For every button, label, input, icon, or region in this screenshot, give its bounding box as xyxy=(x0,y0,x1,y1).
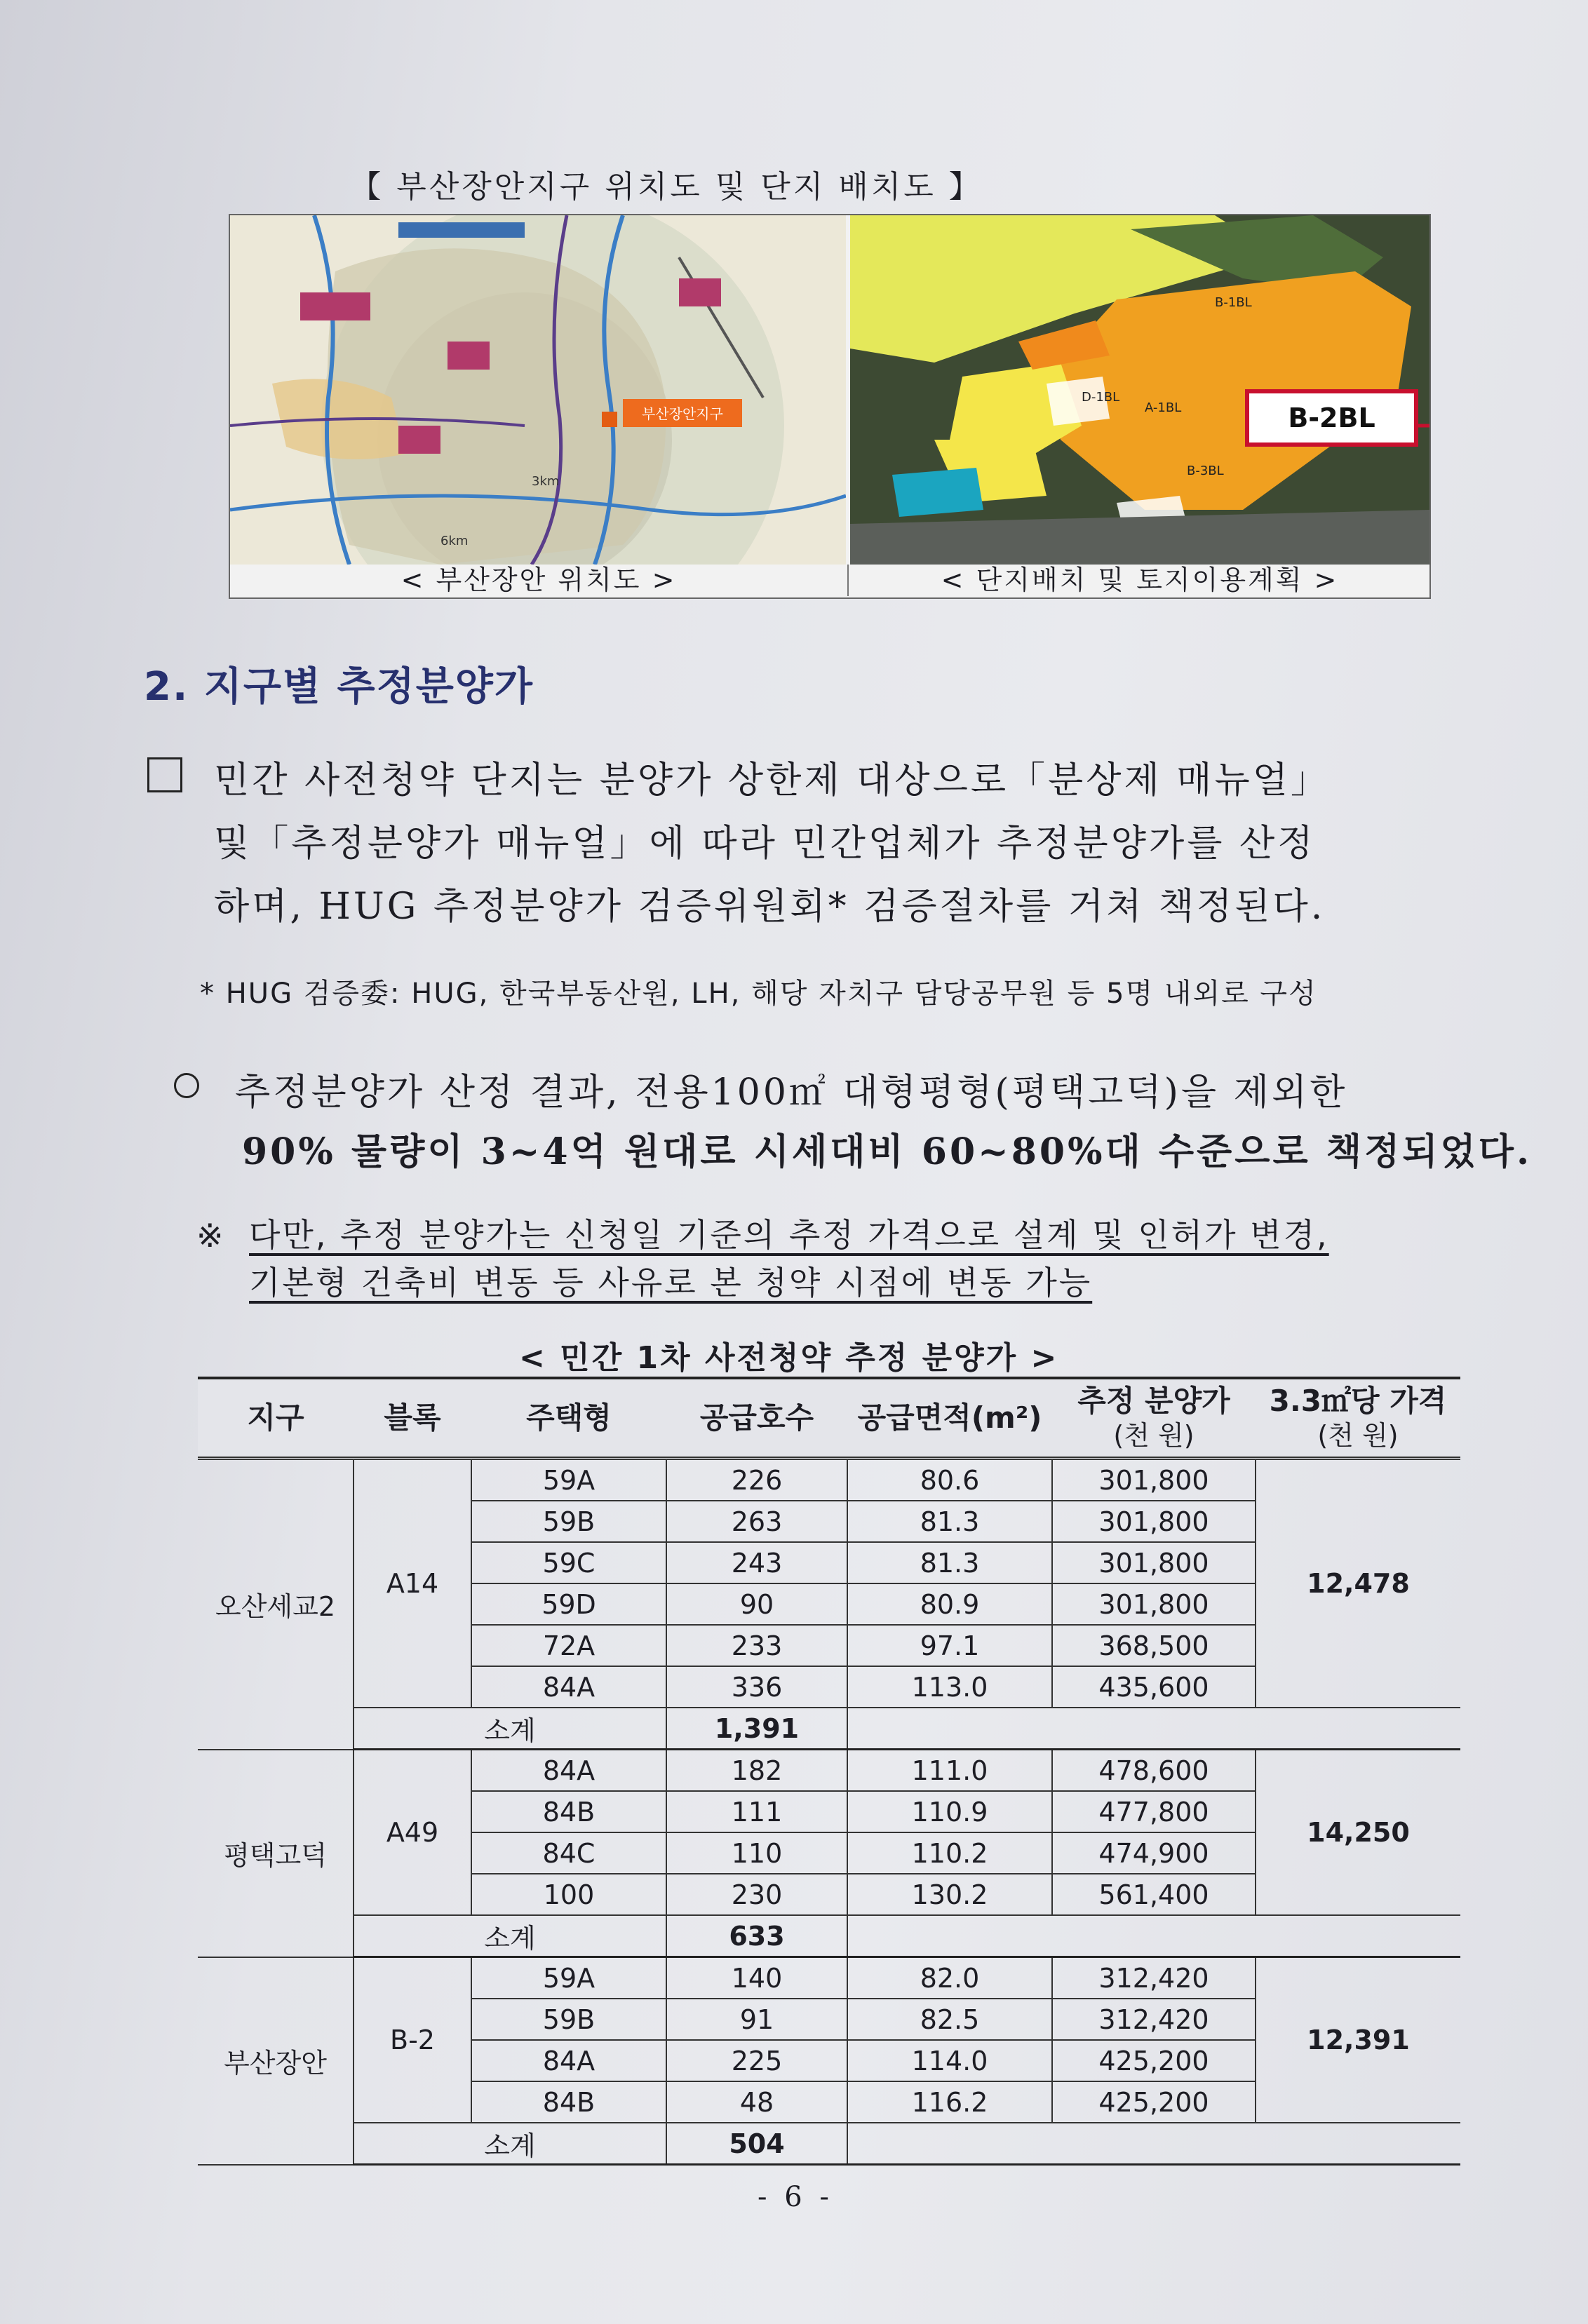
subtotal-label: 소계 xyxy=(354,1915,666,1957)
units-cell: 110 xyxy=(666,1832,847,1874)
table-header-row xyxy=(198,1378,1460,1459)
subtotal-units: 633 xyxy=(666,1915,847,1957)
subtotal-row xyxy=(198,1915,1460,1957)
area-cell: 110.2 xyxy=(847,1832,1052,1874)
units-cell: 233 xyxy=(666,1625,847,1666)
area-cell: 82.0 xyxy=(847,1957,1052,1999)
price-cell: 368,500 xyxy=(1052,1625,1256,1666)
type-cell: 84A xyxy=(471,1750,666,1792)
location-map-graphic xyxy=(230,215,846,565)
svg-text:6km: 6km xyxy=(440,534,469,548)
square-bullet-icon xyxy=(147,757,182,792)
table-title: < 민간 1차 사전청약 추정 분양가 > xyxy=(519,1340,1059,1376)
price-cell: 478,600 xyxy=(1052,1750,1256,1792)
block-cell: B-2 xyxy=(354,1957,471,2123)
area-cell: 80.6 xyxy=(847,1459,1052,1501)
header-units: 공급호수 xyxy=(666,1378,847,1459)
price-cell: 301,800 xyxy=(1052,1501,1256,1542)
price-cell: 425,200 xyxy=(1052,2040,1256,2081)
units-cell: 243 xyxy=(666,1542,847,1583)
price-cell: 301,800 xyxy=(1052,1459,1256,1501)
units-cell: 263 xyxy=(666,1501,847,1542)
paragraph-2-line-1: 추정분양가 산정 결과, 전용100㎡ 대형평형(평택고덕)을 제외한 xyxy=(235,1072,1348,1114)
table-row xyxy=(198,1750,1460,1792)
paragraph-1-line-1: 민간 사전청약 단지는 분양가 상한제 대상으로「분상제 매뉴얼」 xyxy=(214,759,1330,802)
area-cell: 116.2 xyxy=(847,2081,1052,2123)
subtotal-label: 소계 xyxy=(354,1708,666,1750)
subtotal-blank xyxy=(847,1915,1460,1957)
section-title: 2. 지구별 추정분양가 xyxy=(144,664,534,710)
type-cell: 84B xyxy=(471,1791,666,1832)
subtotal-blank xyxy=(847,1708,1460,1750)
price-cell: 425,200 xyxy=(1052,2081,1256,2123)
svg-text:3km: 3km xyxy=(532,474,560,489)
type-cell: 59D xyxy=(471,1583,666,1625)
table-row xyxy=(198,1459,1460,1501)
header-district: 지구 xyxy=(198,1378,354,1459)
table-row xyxy=(198,1957,1460,1999)
units-cell: 182 xyxy=(666,1750,847,1792)
map-site-label: 부산장안지구 xyxy=(642,405,723,422)
area-cell: 110.9 xyxy=(847,1791,1052,1832)
header-type: 주택형 xyxy=(471,1378,666,1459)
area-cell: 81.3 xyxy=(847,1542,1052,1583)
paragraph-1-line-3: 하며, HUG 추정분양가 검증위원회* 검증절차를 거쳐 책정된다. xyxy=(214,886,1326,928)
figure-caption: 【 부산장안지구 위치도 및 단지 배치도 】 xyxy=(350,169,983,205)
header-price: 추정 분양가 (천 원) xyxy=(1052,1378,1256,1459)
units-cell: 336 xyxy=(666,1666,847,1708)
type-cell: 59C xyxy=(471,1542,666,1583)
header-area: 공급면적(m²) xyxy=(847,1378,1052,1459)
subtotal-row xyxy=(198,1708,1460,1750)
ppp-cell: 12,478 xyxy=(1256,1459,1460,1708)
price-cell: 561,400 xyxy=(1052,1874,1256,1915)
area-cell: 80.9 xyxy=(847,1583,1052,1625)
type-cell: 100 xyxy=(471,1874,666,1915)
remark-line-1: 다만, 추정 분양가는 신청일 기준의 추정 가격으로 설계 및 인허가 변경, xyxy=(249,1216,1329,1254)
price-cell: 477,800 xyxy=(1052,1791,1256,1832)
block-cell: A49 xyxy=(354,1750,471,1916)
units-cell: 48 xyxy=(666,2081,847,2123)
site-plan-caption: < 단지배치 및 토지이용계획 > xyxy=(941,565,1339,595)
subtotal-row xyxy=(198,2123,1460,2165)
type-cell: 59B xyxy=(471,1501,666,1542)
area-cell: 113.0 xyxy=(847,1666,1052,1708)
price-cell: 312,420 xyxy=(1052,1957,1256,1999)
district-cell: 부산장안 xyxy=(198,1957,354,2165)
header-ppp: 3.3㎡당 가격 (천 원) xyxy=(1256,1378,1460,1459)
location-map-caption: < 부산장안 위치도 > xyxy=(230,565,849,596)
price-table xyxy=(198,1377,1460,2166)
ppp-cell: 14,250 xyxy=(1256,1750,1460,1916)
subtotal-blank xyxy=(847,2123,1460,2165)
area-cell: 81.3 xyxy=(847,1501,1052,1542)
area-cell: 111.0 xyxy=(847,1750,1052,1792)
units-cell: 225 xyxy=(666,2040,847,2081)
svg-text:D-1BL: D-1BL xyxy=(1082,390,1120,405)
area-cell: 97.1 xyxy=(847,1625,1052,1666)
ppp-cell: 12,391 xyxy=(1256,1957,1460,2123)
units-cell: 226 xyxy=(666,1459,847,1501)
page-number: - 6 - xyxy=(758,2181,833,2213)
subtotal-label: 소계 xyxy=(354,2123,666,2165)
subtotal-units: 1,391 xyxy=(666,1708,847,1750)
type-cell: 84A xyxy=(471,2040,666,2081)
svg-text:B-3BL: B-3BL xyxy=(1187,464,1224,478)
block-cell: A14 xyxy=(354,1459,471,1708)
units-cell: 91 xyxy=(666,1999,847,2040)
type-cell: 59B xyxy=(471,1999,666,2040)
price-cell: 301,800 xyxy=(1052,1542,1256,1583)
type-cell: 84C xyxy=(471,1832,666,1874)
price-cell: 301,800 xyxy=(1052,1583,1256,1625)
units-cell: 140 xyxy=(666,1957,847,1999)
price-cell: 474,900 xyxy=(1052,1832,1256,1874)
type-cell: 84B xyxy=(471,2081,666,2123)
svg-text:B-1BL: B-1BL xyxy=(1215,295,1252,310)
header-block: 블록 xyxy=(354,1378,471,1459)
location-map xyxy=(230,215,846,565)
svg-text:A-1BL: A-1BL xyxy=(1145,400,1182,415)
area-cell: 82.5 xyxy=(847,1999,1052,2040)
area-cell: 130.2 xyxy=(847,1874,1052,1915)
type-cell: 84A xyxy=(471,1666,666,1708)
type-cell: 59A xyxy=(471,1459,666,1501)
circle-bullet-icon xyxy=(174,1073,199,1098)
area-cell: 114.0 xyxy=(847,2040,1052,2081)
district-cell: 평택고덕 xyxy=(198,1750,354,1957)
subtotal-units: 504 xyxy=(666,2123,847,2165)
paragraph-2-line-2: 90% 물량이 3~4억 원대로 시세대비 60~80%대 수준으로 책정되었다. xyxy=(242,1130,1533,1173)
price-cell: 435,600 xyxy=(1052,1666,1256,1708)
type-cell: 72A xyxy=(471,1625,666,1666)
price-cell: 312,420 xyxy=(1052,1999,1256,2040)
footnote: * HUG 검증委: HUG, 한국부동산원, LH, 해당 자치구 담당공무원 등 5명 내외로 구성 xyxy=(200,978,1317,1010)
units-cell: 90 xyxy=(666,1583,847,1625)
units-cell: 230 xyxy=(666,1874,847,1915)
b2bl-callout: B-2BL xyxy=(1245,389,1418,447)
units-cell: 111 xyxy=(666,1791,847,1832)
district-cell: 오산세교2 xyxy=(198,1459,354,1750)
remark-line-2: 기본형 건축비 변동 등 사유로 본 청약 시점에 변동 가능 xyxy=(249,1264,1093,1302)
remark-mark: ※ xyxy=(196,1217,224,1255)
paragraph-1-line-2: 및「추정분양가 매뉴얼」에 따라 민간업체가 추정분양가를 산정 xyxy=(214,823,1316,865)
type-cell: 59A xyxy=(471,1957,666,1999)
